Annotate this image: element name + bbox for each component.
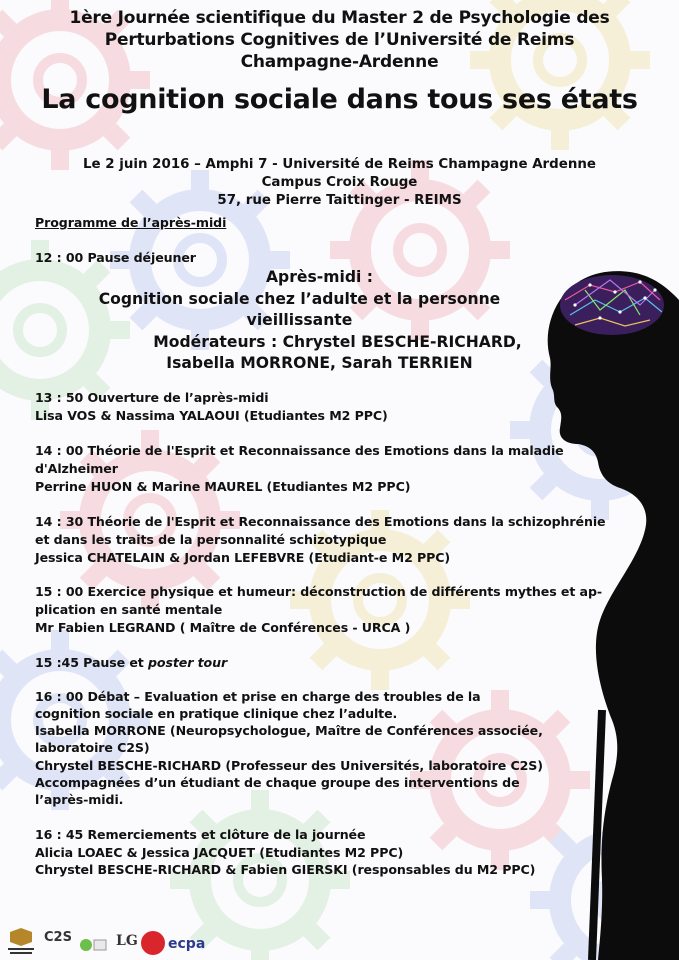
session-line: 13 : 50 Ouverture de l’après-midi <box>35 390 269 405</box>
ecpa-logo: ecpa <box>168 936 206 952</box>
session-line: Jessica CHATELAIN & Jordan LEFEBVRE (Etudiant-e M2 PPC) <box>35 550 451 565</box>
programme-heading: Programme de l’après-midi <box>35 215 227 230</box>
moderators-line-1: Modérateurs : Chrystel BESCHE-RICHARD, <box>153 333 522 351</box>
session-line: et dans les traits de la personnalité schizotypique <box>35 532 387 547</box>
event-date-place: Le 2 juin 2016 – Amphi 7 - Université de Reims Champagne Ardenne <box>83 157 596 172</box>
lunch-break: 12 : 00 Pause déjeuner <box>35 250 196 265</box>
session-line: 14 : 30 Théorie de l'Esprit et Reconnaissance des Emotions dans la schizophrénie <box>35 514 606 529</box>
pause-time: 15 :45 Pause et <box>35 655 148 670</box>
closing-line: Alicia LOAEC & Jessica JACQUET (Etudiantes M2 PPC) <box>35 845 404 860</box>
session-line: plication en santé mentale <box>35 602 223 617</box>
main-title: La cognition sociale dans tous ses états <box>41 84 638 115</box>
debate-line: l’après-midi. <box>35 792 124 807</box>
debate-line: Chrystel BESCHE-RICHARD (Professeur des Universités, laboratoire C2S) <box>35 758 543 773</box>
event-campus: Campus Croix Rouge <box>261 175 418 190</box>
debate-line: Isabella MORRONE (Neuropsychologue, Maître de Conférences associée, <box>35 723 543 738</box>
session-line: d'Alzheimer <box>35 461 118 476</box>
moderators-line-2: Isabella MORRONE, Sarah TERRIEN <box>166 354 473 372</box>
afternoon-subtitle-1: Cognition sociale chez l’adulte et la personne <box>98 290 501 308</box>
event-address: 57, rue Pierre Taittinger - REIMS <box>217 193 462 208</box>
poster-tour-label: poster tour <box>147 655 228 670</box>
debate-line: 16 : 00 Débat – Evaluation et prise en charge des troubles de la <box>35 689 481 704</box>
header-line-1: 1ère Journée scientifique du Master 2 de Psychologie des <box>69 8 610 28</box>
green-logo-icon <box>78 934 108 956</box>
afternoon-subtitle-2: vieillissante <box>246 311 353 329</box>
c2s-logo: C2S <box>44 930 72 945</box>
red-circle-logo-icon <box>140 930 166 956</box>
pause-poster-tour <box>35 655 227 670</box>
afternoon-title: Après-midi : <box>265 268 374 286</box>
session-line: Lisa VOS & Nassima YALAOUI (Etudiantes M2 PPC) <box>35 408 388 423</box>
header-line-2: Perturbations Cognitives de l’Université de Reims <box>104 30 575 50</box>
session-line: 14 : 00 Théorie de l'Esprit et Reconnaissance des Emotions dans la maladie <box>35 443 564 458</box>
session-line: 15 : 00 Exercice physique et humeur: déconstruction de différents mythes et ap- <box>35 584 602 599</box>
session-line: Mr Fabien LEGRAND ( Maître de Conférences - URCA ) <box>35 620 411 635</box>
closing-line: 16 : 45 Remerciements et clôture de la journée <box>35 827 366 842</box>
lg-logo: LG <box>116 933 138 949</box>
debate-line: Accompagnées d’un étudiant de chaque groupe des interventions de <box>35 775 520 790</box>
debate-line: cognition sociale en pratique clinique chez l’adulte. <box>35 706 398 721</box>
debate-line: laboratoire C2S) <box>35 740 150 755</box>
session-line: Perrine HUON & Marine MAUREL (Etudiantes M2 PPC) <box>35 479 411 494</box>
header-line-3: Champagne-Ardenne <box>240 52 439 72</box>
closing-line: Chrystel BESCHE-RICHARD & Fabien GIERSKI (responsables du M2 PPC) <box>35 862 536 877</box>
university-logo-icon <box>6 928 36 956</box>
